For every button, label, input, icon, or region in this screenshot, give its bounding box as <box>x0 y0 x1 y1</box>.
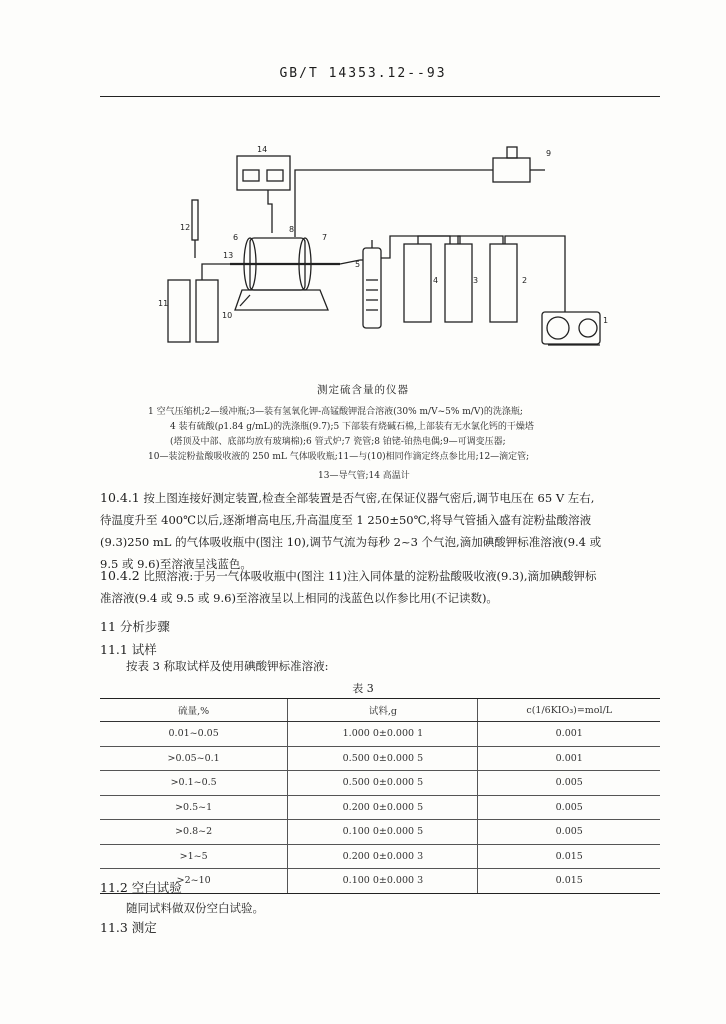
table-row <box>100 722 660 747</box>
section-heading-11-1: 11.1 试样 <box>100 642 157 657</box>
section-heading-11-3: 11.3 测定 <box>100 920 157 935</box>
table-header-concentration: c(1/6KIO₃)=mol/L <box>478 699 660 722</box>
table-row <box>100 820 660 845</box>
table-cell: 0.200 0±0.000 5 <box>288 795 478 820</box>
callout-10: 10 <box>222 311 233 320</box>
sulfur-apparatus-diagram <box>150 140 620 365</box>
table-cell: 0.01~0.05 <box>100 722 288 747</box>
table-row <box>100 869 660 894</box>
paragraph-line: 待温度升至 400℃以后,逐渐增高电压,升高温度至 1 250±50℃,将导气管插入盛有淀粉盐酸溶液 <box>100 513 592 527</box>
clause-number: 10.4.2 <box>100 568 140 583</box>
table-row <box>100 795 660 820</box>
table-header-row <box>100 699 660 722</box>
figure-caption: 测定硫含量的仪器 <box>317 384 409 396</box>
table-row <box>100 771 660 796</box>
paragraph-line: 9.5 或 9.6)至溶液呈浅蓝色。 <box>100 557 252 571</box>
table-cell: >0.8~2 <box>100 820 288 845</box>
paragraph-line: 准溶液(9.4 或 9.5 或 9.6)至溶液呈以上相同的浅蓝色以作参比用(不记读数)。 <box>100 591 498 605</box>
drying-tower <box>363 240 381 328</box>
tube-furnace <box>235 238 328 310</box>
paragraph-10-4-2 <box>100 565 665 609</box>
table-header-sulfur: 硫量,% <box>100 699 288 722</box>
callout-3: 3 <box>473 276 479 285</box>
section-heading-11: 11 分析步骤 <box>100 619 170 634</box>
section-heading-11-2: 11.2 空白试验 <box>100 880 182 895</box>
section-11-2-text: 随同试料做双份空白试验。 <box>126 901 264 915</box>
table-cell: 0.500 0±0.000 5 <box>288 771 478 796</box>
paragraph-line: 比照溶液:于另一气体吸收瓶中(图注 11)注入同体量的淀粉盐酸吸收液(9.3),滴加碘酸钾标 <box>143 569 597 583</box>
table-cell: 0.100 0±0.000 3 <box>288 869 478 894</box>
table-3 <box>100 698 660 894</box>
section-11-1-text: 按表 3 称取试样及使用碘酸钾标准溶液: <box>126 659 329 673</box>
table-cell: >0.5~1 <box>100 795 288 820</box>
paragraph-line: 按上图连接好测定装置,检查全部装置是否气密,在保证仪器气密后,调节电压在 65 V 左右, <box>143 491 595 505</box>
table-cell: 0.015 <box>478 844 660 869</box>
callout-9: 9 <box>546 149 552 158</box>
standard-number-header: GB/T 14353.12--93 <box>279 66 447 81</box>
callout-12: 12 <box>180 223 191 232</box>
callout-8: 8 <box>289 225 295 234</box>
air-compressor <box>542 312 600 345</box>
callout-7: 7 <box>322 233 328 242</box>
table-cell: 1.000 0±0.000 1 <box>288 722 478 747</box>
table-cell: 0.005 <box>478 771 660 796</box>
table-cell: 0.005 <box>478 820 660 845</box>
table-row <box>100 746 660 771</box>
variable-transformer <box>493 147 545 182</box>
table-cell: 0.500 0±0.000 5 <box>288 746 478 771</box>
figure-legend-line: 13—导气管;14 高温计 <box>318 471 410 481</box>
callout-11: 11 <box>158 299 169 308</box>
figure-legend-line: (塔顶及中部、底部均放有玻璃棉);6 管式炉;7 瓷管;8 铂铑-铂热电偶;9—可调变压器; <box>170 437 506 447</box>
table-header-sample-mass: 试料,g <box>288 699 478 722</box>
callout-13: 13 <box>223 251 234 260</box>
table-cell: 0.001 <box>478 722 660 747</box>
table-row <box>100 844 660 869</box>
paragraph-line: (9.3)250 mL 的气体吸收瓶中(图注 10),调节气流为每秒 2~3 个气泡,滴加碘酸钾标准溶液(9.4 或 <box>100 535 602 549</box>
figure-legend-line: 1 空气压缩机;2—缓冲瓶;3—装有氢氧化钾-高锰酸钾混合溶液(30% m/V~5% m/V)的洗涤瓶; <box>148 407 523 417</box>
table-title: 表 3 <box>352 682 374 695</box>
table-cell: 0.200 0±0.000 3 <box>288 844 478 869</box>
header-rule <box>100 96 660 97</box>
absorption-bottles <box>168 280 218 342</box>
table-cell: >1~5 <box>100 844 288 869</box>
table-cell: >0.1~0.5 <box>100 771 288 796</box>
figure-legend-line: 10—装淀粉盐酸吸收液的 250 mL 气体吸收瓶;11—与(10)相同作滴定终点参比用;12—滴定管; <box>148 452 530 462</box>
table-cell: 0.005 <box>478 795 660 820</box>
table-cell: 0.015 <box>478 869 660 894</box>
callout-4: 4 <box>433 276 439 285</box>
callout-6: 6 <box>233 233 239 242</box>
table-cell: 0.001 <box>478 746 660 771</box>
callout-2: 2 <box>522 276 528 285</box>
callout-5: 5 <box>355 260 361 269</box>
figure-legend-line: 4 装有硫酸(ρ1.84 g/mL)的洗涤瓶(9.7);5 下部装有烧碱石棉,上部装有无水氯化钙的干燥塔 <box>170 422 534 432</box>
table-cell: >2~10 <box>100 869 288 894</box>
callout-14: 14 <box>257 145 268 154</box>
table-cell: 0.100 0±0.000 5 <box>288 820 478 845</box>
callout-1: 1 <box>603 316 609 325</box>
pyrometer <box>237 156 290 190</box>
table-cell: >0.05~0.1 <box>100 746 288 771</box>
paragraph-10-4-1 <box>100 487 665 575</box>
clause-number: 10.4.1 <box>100 490 140 505</box>
burette <box>192 200 198 258</box>
